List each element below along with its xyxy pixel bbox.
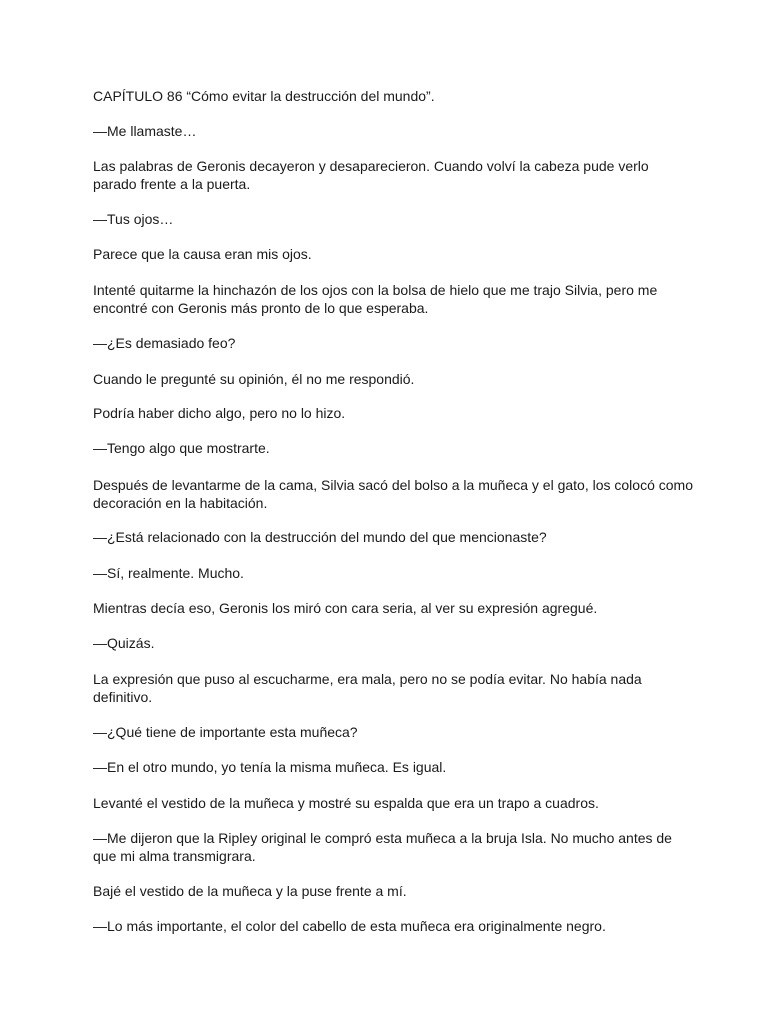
paragraph: —Me dijeron que la Ripley original le compró esta muñeca a la bruja Isla. No mucho antes de que mi alma transmigrara. <box>93 830 672 864</box>
paragraph: Parece que la causa eran mis ojos. <box>93 246 312 262</box>
paragraph: Cuando le pregunté su opinión, él no me respondió. <box>93 371 415 387</box>
paragraph: —En el otro mundo, yo tenía la misma muñeca. Es igual. <box>93 759 447 775</box>
paragraph: —Quizás. <box>93 635 155 651</box>
paragraph: —Sí, realmente. Mucho. <box>93 565 244 581</box>
paragraph: —Me llamaste… <box>93 123 197 139</box>
paragraph: —¿Qué tiene de importante esta muñeca? <box>93 724 358 740</box>
paragraph: La expresión que puso al escucharme, era mala, pero no se podía evitar. No había nada definitivo. <box>93 671 642 705</box>
paragraph: Levanté el vestido de la muñeca y mostré su espalda que era un trapo a cuadros. <box>93 795 599 811</box>
paragraph: —Tengo algo que mostrarte. <box>93 440 270 456</box>
chapter-title: CAPÍTULO 86 “Cómo evitar la destrucción del mundo”. <box>93 88 435 104</box>
paragraph: Mientras decía eso, Geronis los miró con cara seria, al ver su expresión agregué. <box>93 600 598 616</box>
paragraph: —Lo más importante, el color del cabello de esta muñeca era originalmente negro. <box>93 918 606 934</box>
paragraph: —Tus ojos… <box>93 211 174 227</box>
paragraph: Podría haber dicho algo, pero no lo hizo. <box>93 405 346 421</box>
paragraph: Bajé el vestido de la muñeca y la puse frente a mí. <box>93 883 407 899</box>
paragraph: Intenté quitarme la hinchazón de los ojos con la bolsa de hielo que me trajo Silvia, pero me encontré con Geronis más pronto de lo que esperaba. <box>93 282 658 316</box>
paragraph: —¿Es demasiado feo? <box>93 335 236 351</box>
paragraph: Las palabras de Geronis decayeron y desaparecieron. Cuando volví la cabeza pude verlo parado frente a la puerta. <box>93 158 649 192</box>
paragraph: —¿Está relacionado con la destrucción del mundo del que mencionaste? <box>93 529 547 545</box>
paragraph: Después de levantarme de la cama, Silvia sacó del bolso a la muñeca y el gato, los colocó como decoración en la habitación. <box>93 477 693 511</box>
